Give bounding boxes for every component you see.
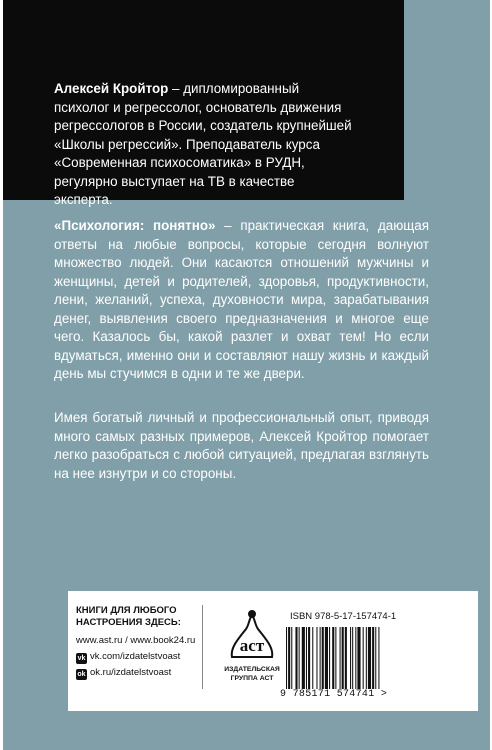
publisher-footer [68,591,478,711]
barcode-bar [368,627,371,689]
promo-heading-line: КНИГИ ДЛЯ ЛЮБОГО [76,605,177,616]
author-bio-line: «Школы регрессий». Преподаватель курса [54,136,320,152]
barcode-bar [299,627,300,689]
vk-link[interactable] [76,651,180,664]
ast-logo-text: аст [239,636,265,655]
barcode-bar [355,627,356,689]
author-bio-line: регулярно выступает на ТВ в качестве [54,173,295,189]
publisher-websites-link[interactable]: www.ast.ru / www.book24.ru [76,635,196,646]
barcode-bar [308,627,310,689]
ast-publisher-logo [216,607,288,691]
barcode-bar [291,627,292,689]
barcode-bar [295,627,297,689]
barcode-bar [329,627,330,689]
vk-icon: vk [77,655,86,662]
book-description [54,217,429,384]
barcode-bar [357,627,360,689]
barcode-bar [316,627,317,689]
barcode-bar [332,627,334,689]
ast-logo-mark [216,607,288,663]
ok-link[interactable] [76,667,171,680]
author-bio-line: – дипломированный [168,81,300,96]
barcode-bar [350,627,351,689]
publisher-caption-line: ИЗДАТЕЛЬСКАЯ [224,666,280,673]
barcode-bar [286,627,287,689]
author-bio-line: психолог и регрессолог, основатель движения [54,99,342,115]
barcode-bar [320,627,321,689]
footer-divider [202,605,203,689]
barcode-bar [345,627,347,689]
barcode-bar [378,627,379,689]
barcode-bar [363,627,364,689]
odnoklassniki-icon: ok [77,671,86,678]
barcode-bar [352,627,353,689]
barcode-bar [302,627,305,689]
author-bio [54,80,374,210]
author-name: Алексей Кройтор [54,81,169,96]
top-right-band [404,0,490,200]
publisher-caption-line: ГРУППА АСТ [230,675,274,682]
author-bio-line: регрессологов в России, создатель крупнейшей [54,118,352,133]
barcode-bar [372,627,374,689]
barcode-bar [288,627,290,689]
barcode-bar [342,627,344,689]
isbn-barcode [284,627,418,689]
barcode-digits: 9 785171 574741 > [280,689,388,700]
promo-heading-line: НАСТРОЕНИЯ ЗДЕСЬ: [76,617,181,628]
barcode-bar [340,627,341,689]
barcode-bar [322,627,324,689]
ok-link-text: ok.ru/izdatelstvoast [90,667,172,678]
book-description-second-paragraph: Имея богатый личный и профессиональный опыт, приводя много самых разных примеров, Алексей Кройтор помогает легко разобраться с любой ситуацией, предлагая взглянуть на нее изнутри и со стороны. [54,410,429,481]
vk-link-text: vk.com/izdatelstvoast [90,651,181,662]
barcode-bar [375,627,376,689]
barcode-bar [325,627,328,689]
description-body: – практическая книга, дающая ответы на любые вопросы, которые сегодня волнуют множество людей. Они касаются отношений мужчины и женщины, детей и родителей, здоровья, продуктивности, лени, желаний, успеха, духовности мира, зарабатывания денег, выявления своего предназначения и многое еще чего. Казалось бы, какой разлет и охват тем! Но если вдуматься, именно они и составляют нашу жизнь и каждый день мы стучимся в одни и те же двери. [54,218,430,381]
barcode-bar [306,627,307,689]
isbn-label: ISBN 978-5-17-157474-1 [290,611,397,622]
author-bio-line: «Современная психосоматика» в РУДН, [54,155,305,170]
publisher-caption [216,665,288,683]
barcode-bar [335,627,336,689]
author-bio-line: эксперта. [54,192,113,207]
book-title-quote: «Психология: понятно» [54,218,216,233]
barcode-bar [312,627,313,689]
barcode-bar [366,627,367,689]
promo-heading [76,605,181,629]
